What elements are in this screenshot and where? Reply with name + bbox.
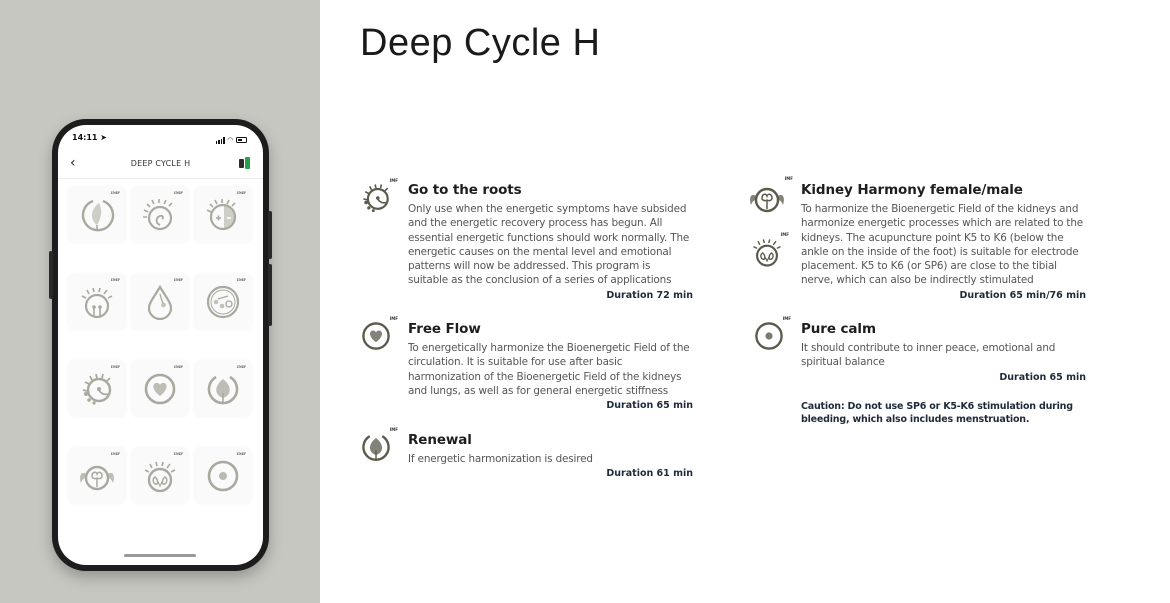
program-title: Renewal: [408, 432, 472, 448]
program-icon-male: [749, 232, 789, 270]
phone-mockup: [52, 119, 269, 571]
status-time: 14:11 ➤: [72, 133, 107, 142]
imf-badge: IMF: [173, 190, 183, 195]
kidney-female-icon: [77, 456, 117, 496]
tile-go-to-roots[interactable]: [69, 361, 125, 416]
program-title: Pure calm: [801, 321, 876, 337]
phone-side-button-top: [268, 211, 272, 259]
imf-badge: IMF: [173, 364, 183, 369]
imf-badge: IMF: [110, 277, 120, 282]
imf-badge: IMF: [110, 190, 120, 195]
status-bar: [58, 125, 263, 147]
program-free-flow: [389, 316, 748, 412]
imf-badge: IMF: [173, 451, 183, 456]
imf-badge: IMF: [110, 364, 120, 369]
app-screen-title: DEEP CYCLE H: [130, 159, 191, 168]
app-header: [58, 149, 263, 179]
program-description: It should contribute to inner peace, emotional and spiritual balance: [801, 342, 1056, 369]
sun-spiral-icon: [140, 195, 180, 235]
heart-circle-icon: [358, 318, 394, 354]
cells-circle-icon: [203, 282, 243, 322]
program-pure-calm: [782, 316, 1141, 383]
program-icon: [358, 316, 398, 354]
imf-badge: IMF: [236, 451, 246, 456]
program-duration: Duration 61 min: [606, 468, 693, 480]
imf-badge: IMF: [389, 427, 398, 432]
kidney-female-icon: [745, 178, 789, 218]
program-duration: Duration 65 min/76 min: [959, 289, 1086, 301]
plus-minus-sun-icon: [203, 195, 243, 235]
tile-plus-minus-sun[interactable]: [195, 187, 251, 242]
program-description: If energetic harmonization is desired: [408, 453, 593, 465]
imf-badge: IMF: [782, 316, 791, 321]
program-duration: Duration 65 min: [606, 400, 693, 412]
tile-kidney-female[interactable]: [69, 448, 125, 503]
battery-icon: [236, 137, 247, 143]
phone-side-button-bottom: [268, 264, 272, 326]
imf-badge: IMF: [784, 176, 793, 181]
program-go-to-the-roots: [389, 178, 748, 301]
tile-leaf-circle[interactable]: [69, 187, 125, 242]
renewal-leaf-icon: [203, 369, 243, 409]
home-indicator[interactable]: [124, 554, 196, 557]
program-title: Go to the roots: [408, 182, 522, 198]
imf-badge: IMF: [389, 178, 398, 183]
status-icons: [216, 133, 247, 147]
page-title: Deep Cycle H: [360, 22, 601, 64]
tile-cells-circle[interactable]: [195, 274, 251, 329]
program-tile-grid: [69, 187, 255, 503]
program-icon-female: [745, 176, 793, 214]
renewal-leaf-icon: [358, 429, 394, 465]
left-panel-background: [0, 0, 320, 603]
program-description: Only use when the energetic symptoms have subsided and the energetic recovery process has begun. All essential energetic functions should work normally. The energetic causes on the mental level and emotional patterns will now be addressed. This program is suitable as the conclusion of a series of applications: [408, 203, 690, 287]
caution-note: Caution: Do not use SP6 or K5-K6 stimulation during bleeding, which also includes menstruation.: [801, 401, 1073, 425]
tile-kidney-male[interactable]: [132, 448, 188, 503]
imf-badge: IMF: [236, 190, 246, 195]
program-description: To energetically harmonize the Bioenergetic Field of the circulation. It is suitable for use after basic harmonization of the Bioenergetic Field of the kidneys and lungs, as well as for general energetic stiffness: [408, 342, 690, 397]
dot-circle-icon: [751, 318, 787, 354]
phone-volume-button: [49, 251, 53, 299]
signal-icon: [216, 137, 225, 144]
imf-badge: IMF: [236, 277, 246, 282]
program-icon: [358, 427, 398, 465]
dot-circle-icon: [203, 456, 243, 496]
go-to-roots-icon: [358, 180, 394, 216]
program-kidney-harmony: [780, 176, 1141, 301]
tile-sun-root[interactable]: [69, 274, 125, 329]
imf-badge: IMF: [780, 232, 789, 237]
program-title: Kidney Harmony female/male: [801, 182, 1023, 198]
tile-sun-spiral[interactable]: [132, 187, 188, 242]
phone-screen: [58, 125, 263, 565]
program-icon: [751, 316, 791, 354]
tile-renewal[interactable]: [195, 361, 251, 416]
wifi-icon: ◠: [227, 136, 233, 144]
kidney-male-icon: [140, 456, 180, 496]
program-duration: Duration 72 min: [606, 289, 693, 301]
imf-badge: IMF: [389, 316, 398, 321]
imf-badge: IMF: [173, 277, 183, 282]
program-description: To harmonize the Bioenergetic Field of the kidneys and harmonize energetic processes which are related to the kidneys. The acupuncture point K5 to K6 (below the ankle on the inside of the foot) is suitable for electrode placement. K5 to K6 (or SP6) are close to the tibial nerve, which can also be indirectly stimulated: [801, 203, 1084, 287]
leaf-circle-icon: [77, 195, 117, 235]
tile-pure-calm[interactable]: [195, 448, 251, 503]
imf-badge: IMF: [236, 364, 246, 369]
sun-root-icon: [77, 282, 117, 322]
device-pair-icon[interactable]: [239, 156, 251, 170]
program-icon: [358, 178, 398, 216]
kidney-male-icon: [749, 234, 785, 270]
imf-badge: IMF: [110, 451, 120, 456]
heart-circle-icon: [140, 369, 180, 409]
water-drop-icon: [140, 282, 180, 322]
program-duration: Duration 65 min: [999, 371, 1086, 383]
program-title: Free Flow: [408, 321, 481, 337]
tile-free-flow[interactable]: [132, 361, 188, 416]
program-renewal: [389, 427, 748, 480]
back-button[interactable]: ‹: [70, 155, 76, 171]
location-arrow-icon: ➤: [100, 133, 107, 142]
tile-water-drop[interactable]: [132, 274, 188, 329]
go-to-roots-icon: [77, 369, 117, 409]
